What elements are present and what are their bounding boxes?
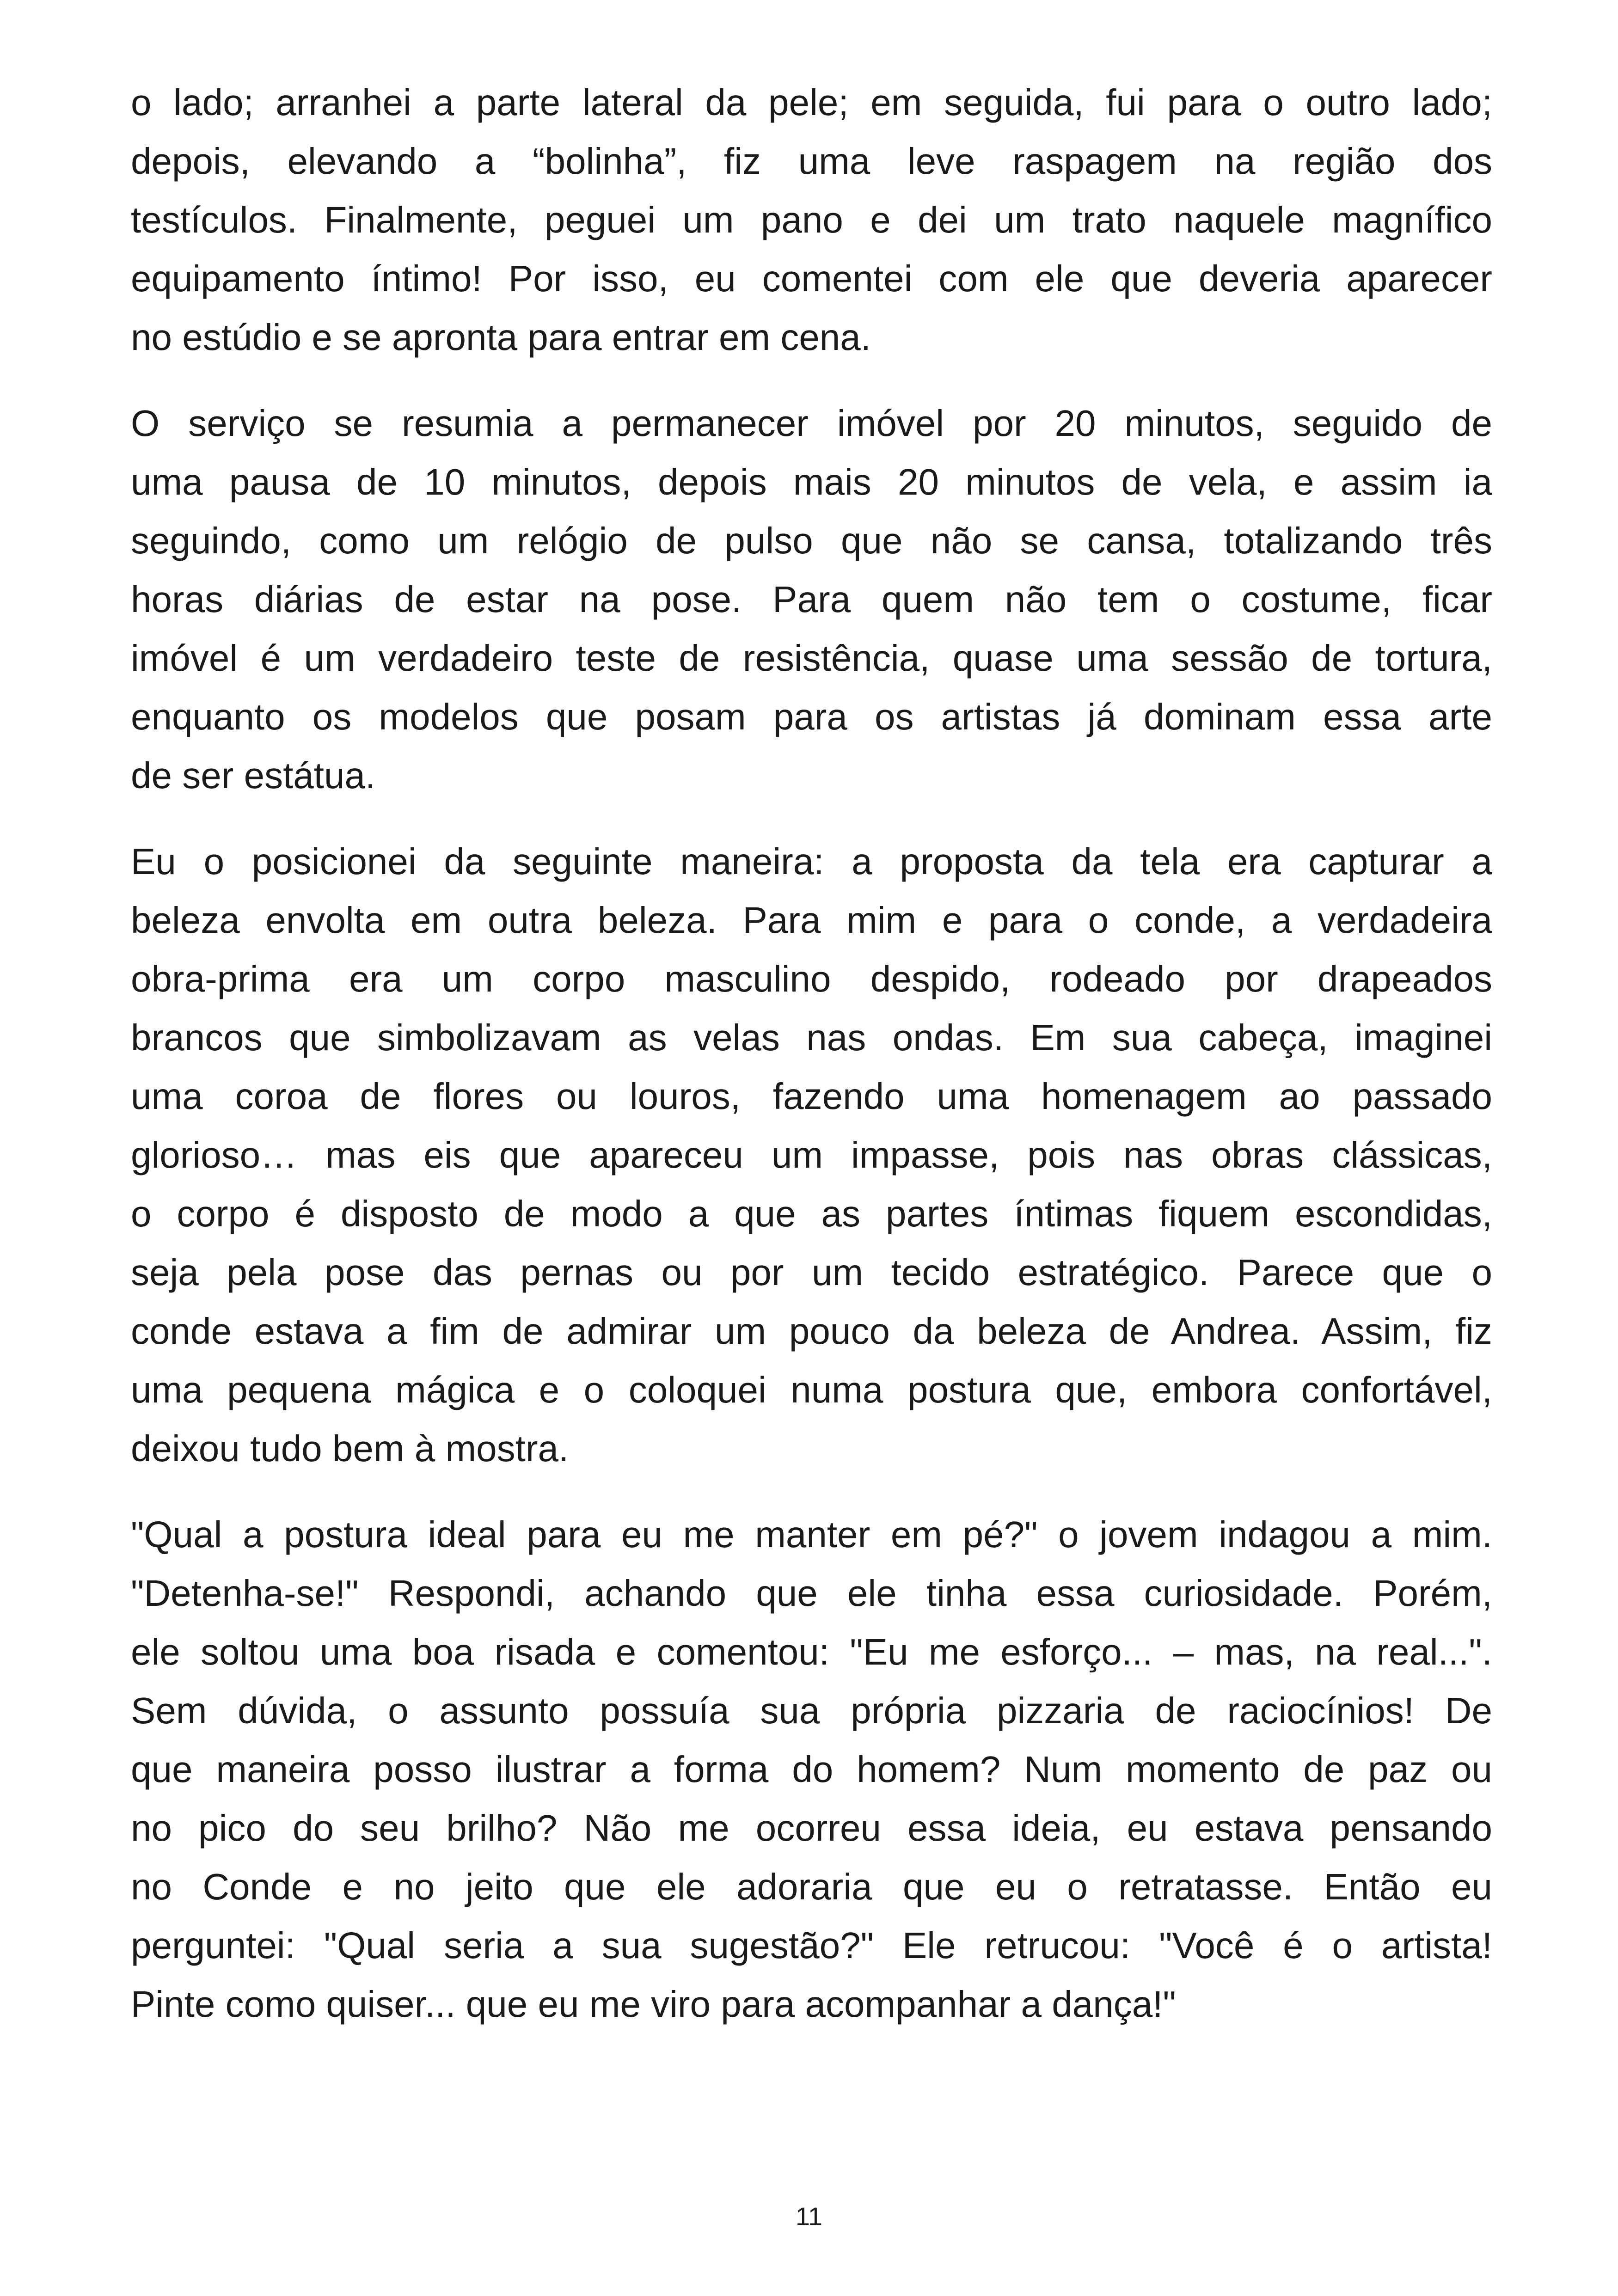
text-line: conde estava a fim de admirar um pouco da beleza de Andrea. Assim, fiz (131, 1310, 1492, 1352)
paragraph-2 (131, 394, 1492, 805)
text-line: uma pequena mágica e o coloquei numa postura que, embora confortável, (131, 1369, 1492, 1410)
text-line: no estúdio e se apronta para entrar em cena. (131, 317, 871, 358)
text-line: enquanto os modelos que posam para os artistas já dominam essa arte (131, 696, 1492, 737)
text-line: "Qual a postura ideal para eu me manter em pé?" o jovem indagou a mim. (131, 1514, 1492, 1555)
text-line: testículos. Finalmente, peguei um pano e dei um trato naquele magnífico (131, 199, 1492, 240)
text-line: no Conde e no jeito que ele adoraria que eu o retratasse. Então eu (131, 1866, 1492, 1907)
text-line: deixou tudo bem à mostra. (131, 1428, 569, 1469)
paragraph-3 (131, 832, 1492, 1478)
paragraph-1 (131, 73, 1492, 367)
text-line: o lado; arranhei a parte lateral da pele; em seguida, fui para o outro lado; (131, 82, 1492, 123)
text-line: depois, elevando a “bolinha”, fiz uma leve raspagem na região dos (131, 141, 1492, 182)
text-line: uma coroa de flores ou louros, fazendo uma homenagem ao passado (131, 1076, 1492, 1117)
text-line: Eu o posicionei da seguinte maneira: a proposta da tela era capturar a (131, 841, 1492, 882)
text-line: uma pausa de 10 minutos, depois mais 20 minutos de vela, e assim ia (131, 461, 1492, 502)
text-line: seguindo, como um relógio de pulso que não se cansa, totalizando três (131, 520, 1492, 561)
text-line: no pico do seu brilho? Não me ocorreu essa ideia, eu estava pensando (131, 1807, 1492, 1849)
text-line: horas diárias de estar na pose. Para quem não tem o costume, ficar (131, 579, 1492, 620)
text-line: imóvel é um verdadeiro teste de resistência, quase uma sessão de tortura, (131, 637, 1492, 679)
text-line: perguntei: "Qual seria a sua sugestão?" Ele retrucou: "Você é o artista! (131, 1925, 1492, 1966)
text-line: brancos que simbolizavam as velas nas ondas. Em sua cabeça, imaginei (131, 1017, 1492, 1058)
text-line: Sem dúvida, o assunto possuía sua própria pizzaria de raciocínios! De (131, 1690, 1492, 1731)
text-line: que maneira posso ilustrar a forma do homem? Num momento de paz ou (131, 1749, 1492, 1790)
page-number: 11 (795, 2202, 823, 2231)
text-line: Pinte como quiser... que eu me viro para acompanhar a dança!" (131, 1984, 1176, 2025)
text-line: de ser estátua. (131, 755, 376, 796)
text-line: "Detenha-se!" Respondi, achando que ele tinha essa curiosidade. Porém, (131, 1573, 1492, 1614)
body-text (131, 73, 1492, 2061)
text-line: ele soltou uma boa risada e comentou: "Eu me esforço... – mas, na real...". (131, 1631, 1492, 1672)
text-line: equipamento íntimo! Por isso, eu comentei com ele que deveria aparecer (131, 258, 1492, 299)
text-line: glorioso… mas eis que apareceu um impasse, pois nas obras clássicas, (131, 1134, 1492, 1176)
text-line: O serviço se resumia a permanecer imóvel por 20 minutos, seguido de (131, 403, 1492, 444)
text-line: o corpo é disposto de modo a que as partes íntimas fiquem escondidas, (131, 1193, 1492, 1234)
text-line: obra-prima era um corpo masculino despido, rodeado por drapeados (131, 958, 1492, 999)
paragraph-4 (131, 1505, 1492, 2033)
text-line: beleza envolta em outra beleza. Para mim e para o conde, a verdadeira (131, 900, 1492, 941)
text-line: seja pela pose das pernas ou por um tecido estratégico. Parece que o (131, 1252, 1492, 1293)
